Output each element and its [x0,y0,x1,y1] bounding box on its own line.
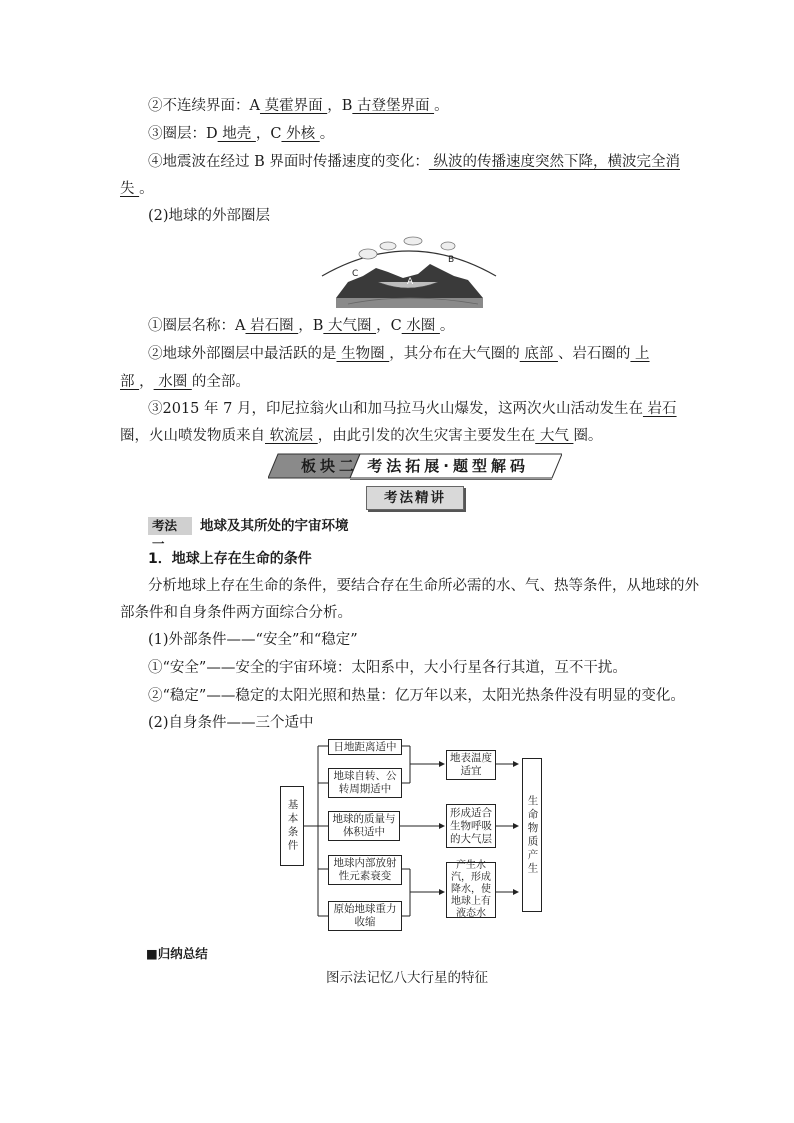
method-title: 地球及其所处的宇宙环境 [200,518,349,534]
wave-line-2: 失 。 [120,181,154,197]
discontinuity-line: ②不连续界面：A 莫霍界面 ，B 古登堡界面 。 [148,98,449,114]
wave-line-1: ④地震波在经过 B 界面时传播速度的变化： 纵波的传播速度突然下降，横波完全消 [148,154,680,170]
flow-gravity: 原始地球重力收缩 [328,901,402,931]
layer-names-line: ①圈层名称：A 岩石圈 ，B 大气圈 ，C 水圈 。 [148,318,455,334]
banner-title: 板块二 考法拓展·题型解码 [301,457,529,475]
sub-banner: 考法精讲 [366,486,464,510]
label-a: A [407,277,414,287]
method-tag: 考法 一 [148,517,192,535]
flowchart-connectors [270,736,560,936]
volcano-line-2: 圈，火山喷发物质来自 软流层 ，由此引发的次生灾害主要发生在 大气 圈。 [120,428,603,444]
flow-mass: 地球的质量与体积适中 [328,811,400,841]
flow-radioactive: 地球内部放射性元素衰变 [328,855,402,885]
layers-line: ③圈层：D 地壳 ，C 外核 。 [148,126,335,142]
outer-heading: (2)地球的外部圈层 [148,208,271,224]
label-b: B [448,255,455,265]
flow-temperature: 地表温度适宜 [446,750,496,780]
para1-line1: 分析地球上存在生命的条件，要结合存在生命所必需的水、气、热等条件，从地球的外 [148,578,699,594]
safe-condition: ①“安全”——安全的宇宙环境：太阳系中，大小行星各行其道，互不干扰。 [148,660,627,676]
flow-sun-distance: 日地距离适中 [328,739,402,755]
flow-root: 基本条件 [280,786,304,866]
summary-title: 图示法记忆八大行星的特征 [326,970,488,986]
flow-rotation: 地球自转、公转周期适中 [328,768,402,798]
active-line-1: ②地球外部圈层中最活跃的是 生物圈 ，其分布在大气圈的 底部 、岩石圈的 上 [148,346,650,362]
summary-label: ■归纳总结 [146,946,208,961]
external-conditions: (1)外部条件——“安全”和“稳定” [148,632,358,648]
volcano-line-1: ③2015 年 7 月，印尼拉翁火山和加马拉马火山爆发，这两次火山活动发生在 岩石 [148,401,677,417]
label-c: C [352,269,359,279]
internal-conditions: (2)自身条件——三个适中 [148,715,314,731]
para1-line2: 部条件和自身条件两方面综合分析。 [120,605,352,621]
atmosphere-arc [322,251,496,276]
active-line-2: 部 ， 水圈 的全部。 [120,374,250,390]
heading-conditions: 1．地球上存在生命的条件 [148,551,312,567]
stable-condition: ②“稳定”——稳定的太阳光照和热量：亿万年以来，太阳光热条件没有明显的变化。 [148,688,685,704]
flow-water: 产生水汽，形成降水，使地球上有液态水 [446,862,496,918]
section-banner [268,452,562,480]
flow-atmosphere: 形成适合生物呼吸的大气层 [446,804,496,848]
outer-layers-figure [318,232,500,312]
flow-life: 生命物质产生 [522,758,542,912]
